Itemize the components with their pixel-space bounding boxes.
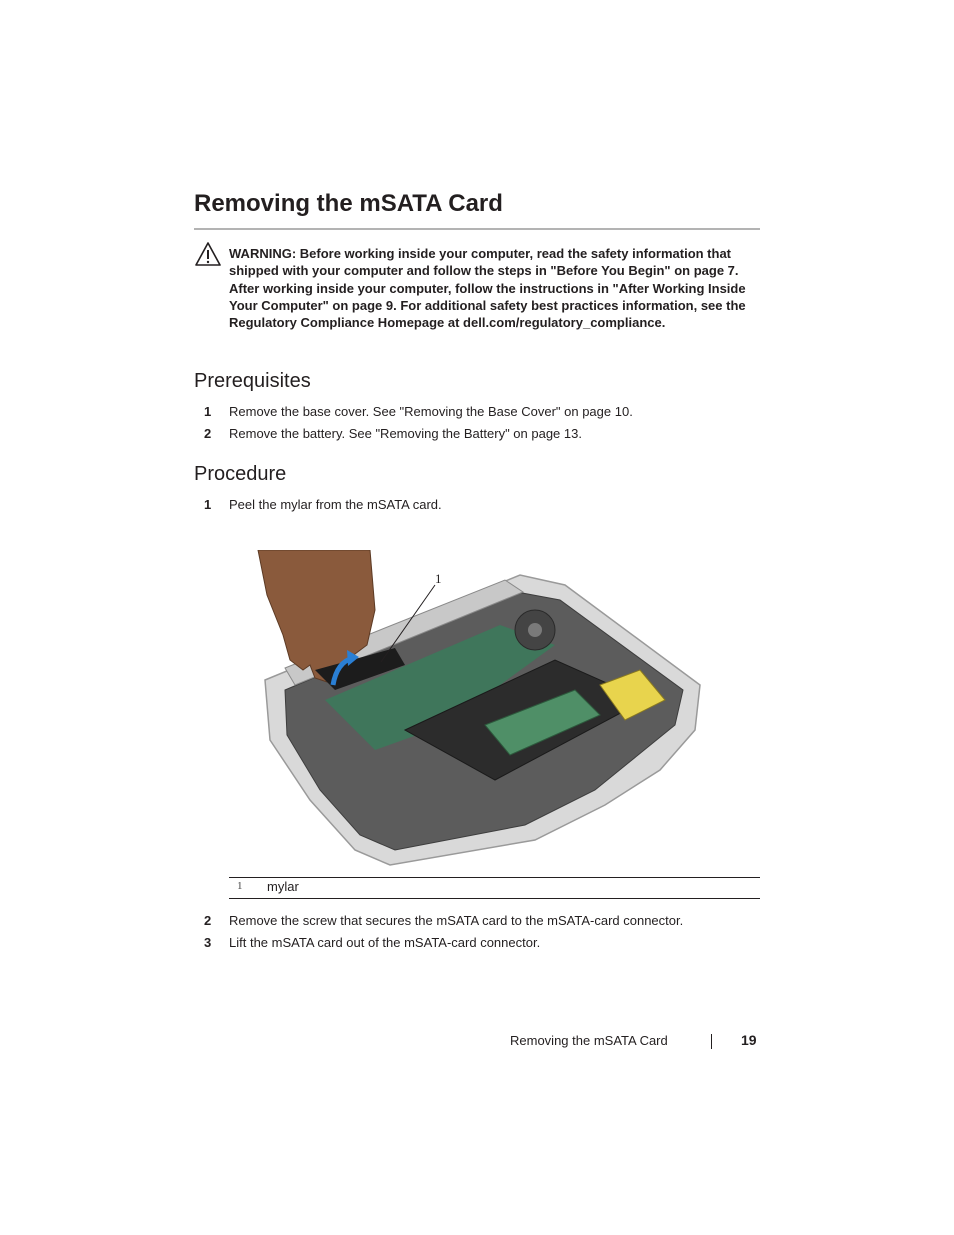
callout-marker: 1 [435,571,442,586]
step-number: 2 [204,913,212,928]
procedure-heading: Procedure [194,463,287,485]
footer-title: Removing the mSATA Card [510,1033,668,1048]
laptop-illustration [255,550,705,868]
step-number: 2 [204,426,212,441]
legend-number: 1 [237,880,243,892]
step-text: Remove the battery. See "Removing the Battery" on page 13. [229,426,582,441]
step-text: Lift the mSATA card out of the mSATA-card connector. [229,935,541,950]
step-number: 1 [204,497,212,512]
step-number: 3 [204,935,212,950]
page-number: 19 [741,1032,757,1048]
step-text: Remove the base cover. See "Removing the Base Cover" on page 10. [229,404,633,419]
legend-top-rule [229,877,760,878]
legend-bottom-rule [229,898,760,899]
warning-triangle-icon [194,241,222,267]
step-text: Remove the screw that secures the mSATA card to the mSATA-card connector. [229,913,684,928]
prerequisites-heading: Prerequisites [194,370,311,392]
legend-label: mylar [267,879,299,894]
page-title: Removing the mSATA Card [194,190,503,217]
title-divider [194,228,760,230]
step-number: 1 [204,404,212,419]
warning-text: WARNING: Before working inside your computer, read the safety information that shipped with your computer and follow the steps in "Before You Begin" on page 7. After working inside your computer, follow the instructions in "After Working Inside Your Computer" on page 9. For additional safety best practices information, see the Regulatory Compliance Homepage at dell.com/regulatory_compliance. [229,246,746,331]
footer-separator [711,1034,712,1049]
step-text: Peel the mylar from the mSATA card. [229,497,442,512]
